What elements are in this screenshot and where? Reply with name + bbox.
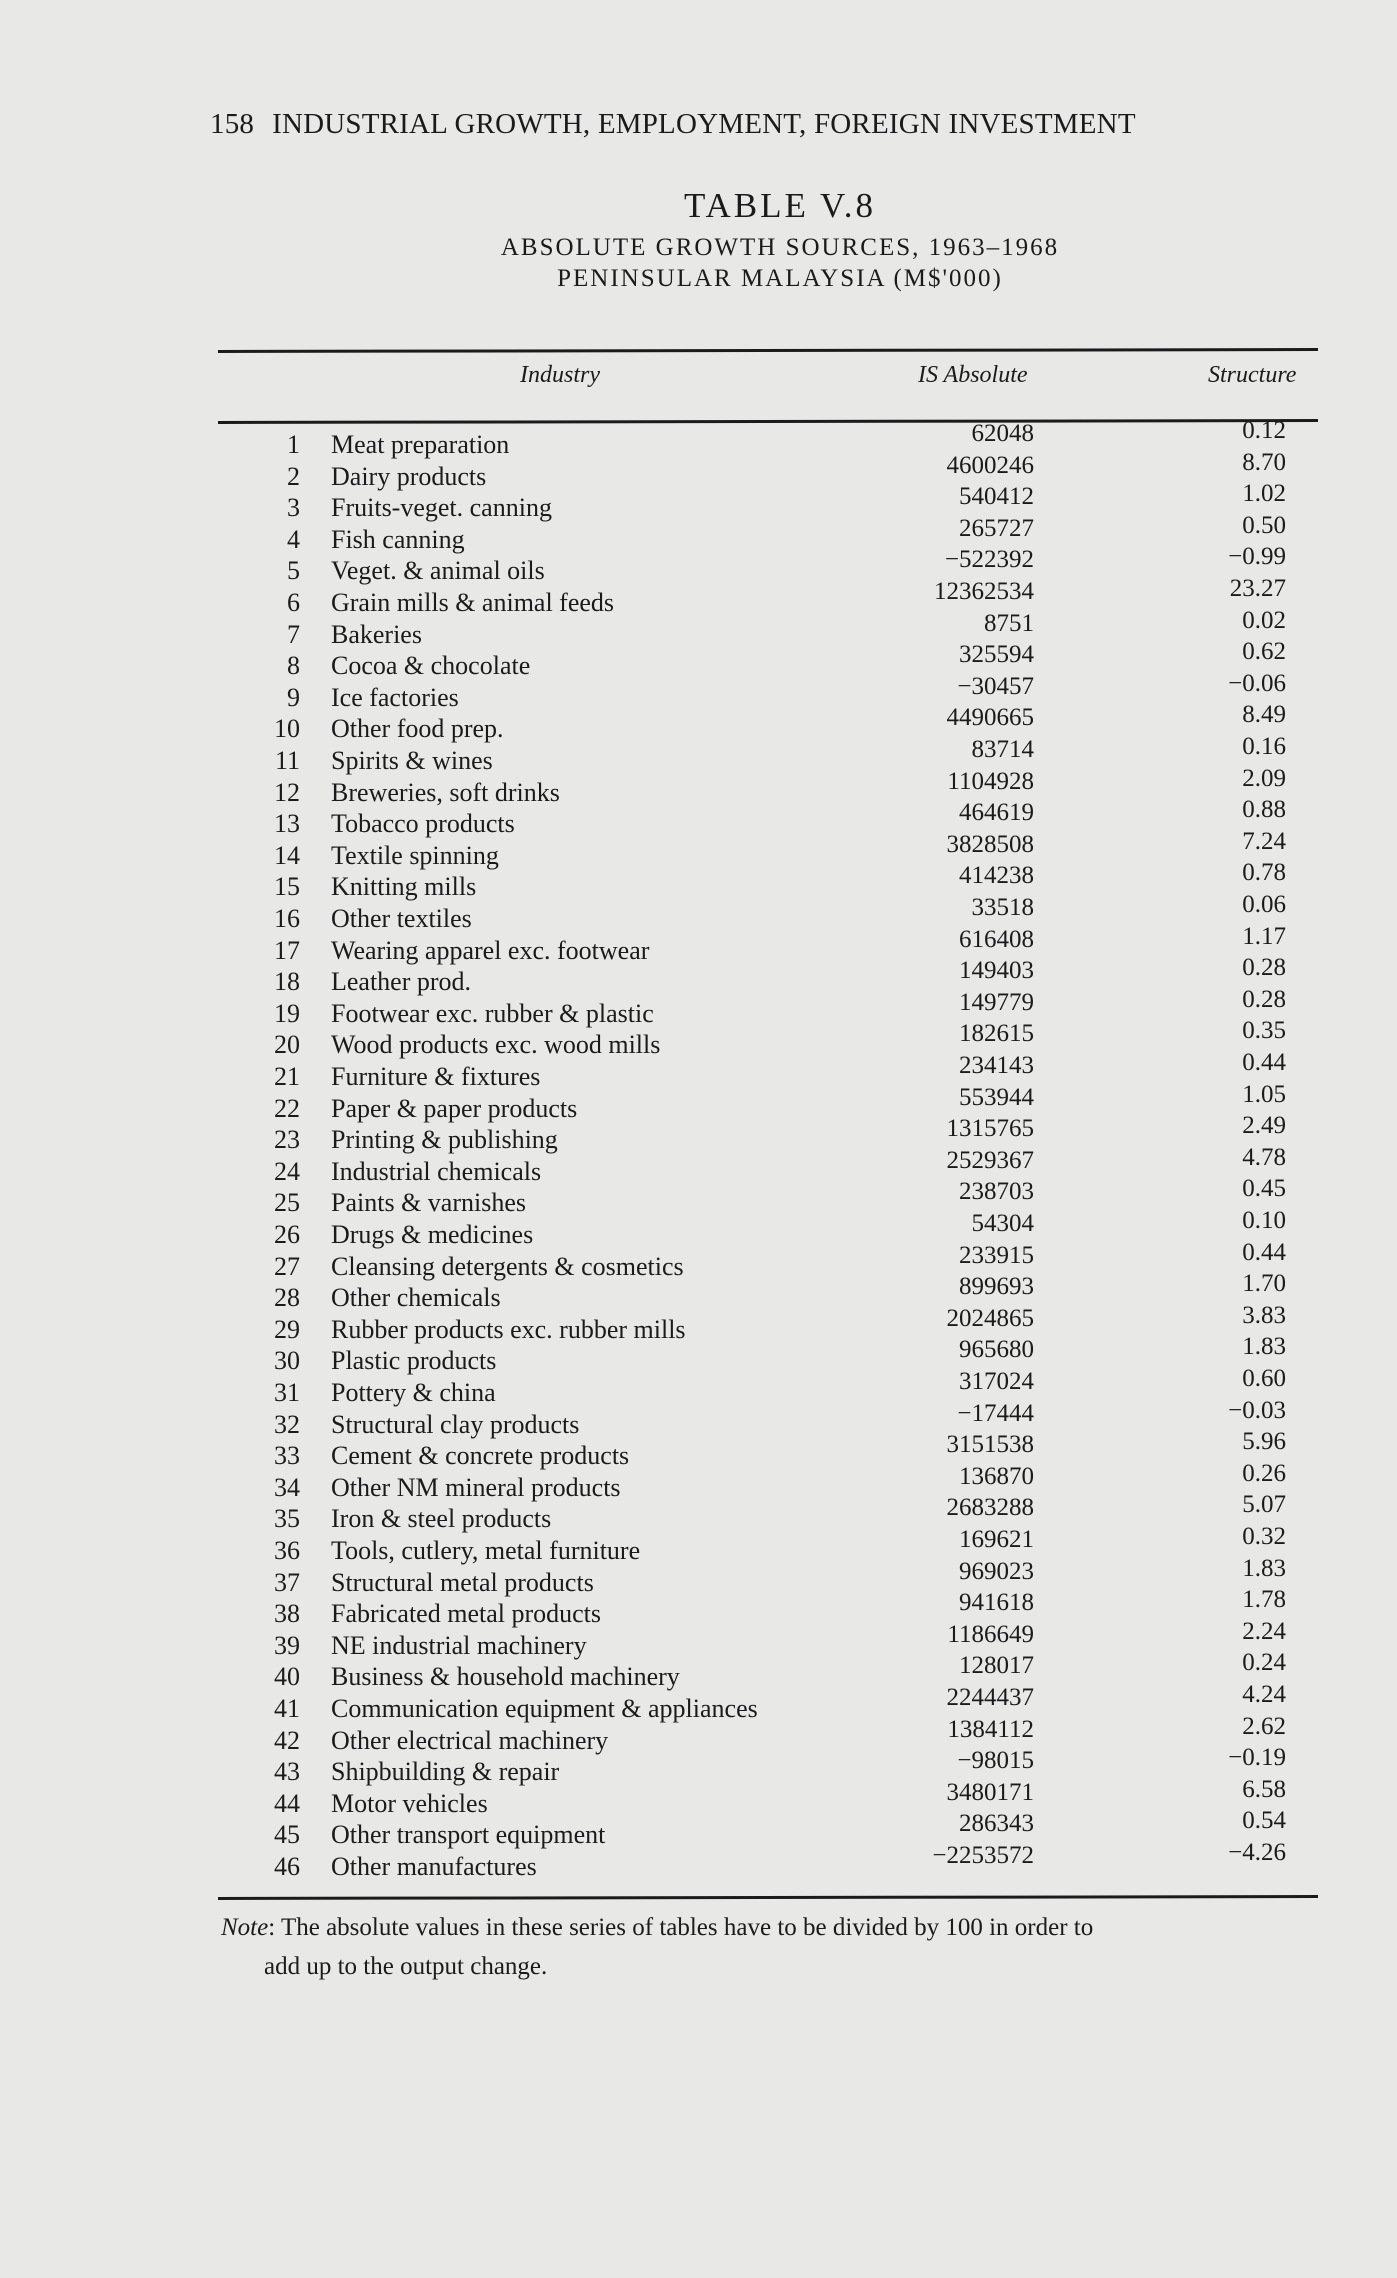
row-number: 32: [274, 1409, 300, 1439]
is-absolute-value: 4600246: [946, 451, 1034, 479]
table-row: [0, 575, 1397, 620]
table-row: [0, 1554, 1397, 1600]
table-row: [0, 1238, 1397, 1284]
row-number: 22: [274, 1093, 300, 1123]
structure-value: 2.49: [1242, 1112, 1286, 1140]
row-number: 36: [274, 1536, 300, 1565]
table-subtitle: ABSOLUTE GROWTH SOURCES, 1963–1968: [500, 234, 1060, 261]
row-number: 42: [274, 1725, 300, 1755]
is-absolute-value: −17444: [957, 1399, 1034, 1427]
structure-value: −0.06: [1228, 669, 1286, 697]
industry-name: Tobacco products: [331, 809, 515, 839]
table-row: [0, 480, 1397, 525]
industry-name: Footwear exc. rubber & plastic: [331, 998, 654, 1028]
row-number: 45: [274, 1820, 300, 1850]
structure-value: 0.26: [1242, 1459, 1286, 1487]
industry-name: Printing & publishing: [331, 1125, 558, 1155]
is-absolute-value: 62048: [971, 420, 1034, 447]
industry-name: Industrial chemicals: [331, 1156, 542, 1186]
structure-value: 1.02: [1242, 480, 1286, 508]
structure-value: 0.28: [1242, 954, 1286, 982]
industry-name: Shipbuilding & repair: [331, 1757, 560, 1787]
note-label: Note: [221, 1914, 269, 1941]
industry-name: Structural clay products: [331, 1409, 580, 1439]
row-number: 44: [274, 1788, 300, 1818]
structure-value: 0.78: [1242, 859, 1286, 887]
table-row: [0, 1428, 1397, 1473]
industry-name: Cement & concrete products: [331, 1441, 630, 1471]
table-row: [0, 1175, 1397, 1220]
table-row: [0, 669, 1397, 715]
structure-value: 1.05: [1242, 1080, 1286, 1108]
table-row: [0, 954, 1397, 999]
industry-name: Spirits & wines: [331, 746, 493, 775]
industry-name: Paper & paper products: [331, 1093, 578, 1123]
row-number: 4: [287, 524, 300, 554]
industry-name: Plastic products: [331, 1346, 497, 1376]
industry-name: Other chemicals: [331, 1283, 501, 1313]
row-number: 31: [274, 1378, 300, 1407]
is-absolute-value: 234143: [959, 1052, 1034, 1079]
structure-value: 0.60: [1242, 1365, 1286, 1392]
row-number: 8: [287, 651, 300, 681]
is-absolute-value: 149779: [959, 988, 1034, 1016]
table-row: [0, 827, 1397, 873]
industry-name: Cleansing detergents & cosmetics: [331, 1251, 684, 1281]
table-row: [0, 511, 1397, 557]
structure-value: 4.24: [1242, 1681, 1286, 1708]
structure-value: 8.70: [1242, 448, 1286, 476]
row-number: 43: [274, 1757, 300, 1787]
is-absolute-value: 965680: [959, 1336, 1034, 1364]
is-absolute-value: 3151538: [946, 1431, 1034, 1459]
table-row: [0, 638, 1397, 683]
structure-value: 0.16: [1242, 733, 1286, 760]
industry-name: Other NM mineral products: [331, 1472, 621, 1502]
is-absolute-value: 286343: [959, 1810, 1034, 1838]
is-absolute-value: 899693: [959, 1273, 1034, 1301]
table-row: [0, 543, 1397, 588]
is-absolute-value: 1315765: [946, 1115, 1034, 1143]
structure-value: 23.27: [1229, 575, 1286, 602]
is-absolute-value: 969023: [959, 1557, 1034, 1585]
table-row: [0, 1396, 1397, 1442]
table-title: TABLE V.8: [683, 186, 877, 225]
table-row: [0, 985, 1397, 1031]
industry-name: Knitting mills: [331, 872, 477, 902]
structure-value: 6.58: [1242, 1775, 1286, 1803]
table-row: [0, 1807, 1397, 1852]
industry-name: Wearing apparel exc. footwear: [331, 935, 650, 965]
table-note: [221, 1914, 1093, 1942]
is-absolute-value: 540412: [959, 483, 1034, 511]
table-row: [0, 1491, 1397, 1536]
row-number: 3: [287, 493, 300, 523]
row-number: 23: [274, 1125, 300, 1155]
is-absolute-value: 1384112: [947, 1715, 1034, 1743]
is-absolute-value: 8751: [984, 609, 1034, 637]
structure-value: 1.78: [1242, 1586, 1286, 1614]
running-head: [210, 108, 1136, 141]
is-absolute-value: 4490665: [946, 704, 1034, 732]
is-absolute-value: 182615: [959, 1020, 1034, 1048]
table-row: [0, 1649, 1397, 1694]
is-absolute-value: 2529367: [946, 1146, 1034, 1174]
row-number: 1: [287, 430, 300, 459]
table-row: [0, 859, 1397, 904]
table-row: [0, 733, 1397, 778]
table-row: [0, 796, 1397, 841]
row-number: 25: [274, 1188, 300, 1218]
row-number: 37: [274, 1567, 300, 1597]
row-number: 29: [274, 1314, 300, 1344]
row-number: 35: [274, 1504, 300, 1534]
table-row: [0, 1681, 1397, 1726]
table-row: [0, 1207, 1397, 1252]
note-text-line-2: add up to the output change.: [264, 1953, 548, 1980]
structure-value: 0.45: [1242, 1175, 1286, 1203]
industry-name: Grain mills & animal feeds: [331, 588, 615, 617]
row-number: 2: [287, 461, 300, 491]
structure-value: 0.10: [1242, 1207, 1286, 1234]
running-head-title: INDUSTRIAL GROWTH, EMPLOYMENT, FOREIGN INVESTMENT: [272, 108, 1136, 140]
is-absolute-value: −30457: [957, 672, 1034, 700]
structure-value: 0.54: [1242, 1807, 1286, 1835]
table-row: [0, 417, 1397, 462]
column-header-is-absolute: IS Absolute: [918, 362, 1028, 388]
industry-name: Other food prep.: [331, 714, 504, 744]
structure-value: 2.24: [1242, 1617, 1286, 1645]
is-absolute-value: 33518: [971, 894, 1034, 921]
table-row: [0, 1080, 1397, 1126]
is-absolute-value: −522392: [944, 546, 1034, 574]
industry-name: Other manufactures: [331, 1852, 537, 1881]
column-header-structure: Structure: [1208, 362, 1297, 388]
structure-value: 0.24: [1242, 1649, 1286, 1677]
structure-value: −0.19: [1228, 1744, 1286, 1772]
is-absolute-value: 149403: [959, 957, 1034, 985]
row-number: 5: [287, 556, 300, 586]
table-row: [0, 1459, 1397, 1505]
table-row: [0, 701, 1397, 746]
table-row: [0, 606, 1397, 652]
is-absolute-value: 317024: [959, 1368, 1034, 1395]
row-number: 7: [287, 619, 300, 649]
structure-value: 7.24: [1242, 827, 1286, 855]
table-row: [0, 1143, 1397, 1189]
row-number: 13: [274, 809, 300, 839]
structure-value: 0.44: [1242, 1238, 1286, 1266]
industry-name: Bakeries: [331, 619, 422, 649]
industry-name: Ice factories: [331, 682, 459, 712]
structure-value: 1.70: [1242, 1270, 1286, 1298]
structure-value: 0.88: [1242, 796, 1286, 824]
structure-value: 0.44: [1242, 1049, 1286, 1076]
industry-name: Other transport equipment: [331, 1820, 606, 1850]
structure-value: 4.78: [1242, 1143, 1286, 1171]
structure-value: 0.32: [1242, 1523, 1286, 1550]
is-absolute-value: −2253572: [932, 1842, 1034, 1869]
table-header-rule: [218, 419, 1318, 424]
row-number: 6: [287, 588, 300, 617]
industry-name: Communication equipment & appliances: [331, 1694, 758, 1723]
row-number: 41: [274, 1694, 300, 1723]
page-number: 158: [210, 108, 255, 140]
row-number: 39: [274, 1630, 300, 1660]
row-number: 19: [274, 998, 300, 1028]
industry-name: Pottery & china: [331, 1378, 496, 1407]
note-text-line-1: : The absolute values in these series of tables have to be divided by 100 in order to: [268, 1914, 1094, 1941]
is-absolute-value: 265727: [959, 514, 1034, 542]
table-subtitle-region: PENINSULAR MALAYSIA (M$'000): [557, 265, 1003, 292]
table-row: [0, 1333, 1397, 1378]
structure-value: 2.62: [1242, 1712, 1286, 1740]
row-number: 9: [287, 682, 300, 712]
is-absolute-value: 54304: [971, 1210, 1034, 1237]
is-absolute-value: 12362534: [934, 578, 1034, 605]
column-header-industry: Industry: [520, 362, 600, 388]
is-absolute-value: 414238: [959, 862, 1034, 890]
industry-name: Business & household machinery: [331, 1662, 680, 1692]
structure-value: 0.06: [1242, 891, 1286, 918]
table-row: [0, 1112, 1397, 1157]
structure-value: −0.99: [1228, 543, 1286, 571]
industry-name: Leather prod.: [331, 967, 472, 997]
row-number: 15: [274, 872, 300, 902]
table-row: [0, 448, 1397, 494]
industry-name: Dairy products: [331, 461, 487, 491]
table-row: [0, 1839, 1397, 1884]
industry-name: Veget. & animal oils: [331, 556, 545, 586]
industry-name: Paints & varnishes: [331, 1188, 526, 1218]
industry-name: NE industrial machinery: [331, 1630, 587, 1660]
table-row: [0, 1301, 1397, 1347]
is-absolute-value: 2024865: [946, 1304, 1034, 1332]
is-absolute-value: 553944: [959, 1083, 1034, 1111]
structure-value: 0.35: [1242, 1017, 1286, 1045]
table-row: [0, 764, 1397, 810]
is-absolute-value: 83714: [971, 736, 1034, 763]
table-row: [0, 1523, 1397, 1568]
structure-value: 1.83: [1242, 1333, 1286, 1361]
row-number: 26: [274, 1220, 300, 1249]
table-row: [0, 1270, 1397, 1315]
table-row: [0, 1017, 1397, 1062]
table-row: [0, 1744, 1397, 1789]
row-number: 40: [274, 1662, 300, 1692]
is-absolute-value: 1186649: [947, 1620, 1034, 1648]
structure-value: 0.50: [1242, 511, 1286, 539]
is-absolute-value: 3828508: [946, 830, 1034, 858]
structure-value: 3.83: [1242, 1301, 1286, 1329]
industry-name: Textile spinning: [331, 840, 499, 870]
structure-value: 0.02: [1242, 606, 1286, 634]
is-absolute-value: 2244437: [946, 1684, 1034, 1711]
is-absolute-value: 128017: [959, 1652, 1034, 1680]
structure-value: −0.03: [1228, 1396, 1286, 1424]
is-absolute-value: 941618: [959, 1589, 1034, 1617]
structure-value: 8.49: [1242, 701, 1286, 729]
table-top-rule: [218, 348, 1318, 353]
industry-name: Tools, cutlery, metal furniture: [331, 1536, 641, 1565]
industry-name: Rubber products exc. rubber mills: [331, 1314, 686, 1344]
row-number: 12: [274, 777, 300, 807]
is-absolute-value: 1104928: [947, 767, 1034, 795]
is-absolute-value: 325594: [959, 641, 1034, 669]
structure-value: 1.17: [1242, 922, 1286, 950]
row-number: 21: [274, 1062, 300, 1091]
structure-value: 5.07: [1242, 1491, 1286, 1519]
structure-value: 0.12: [1242, 417, 1286, 444]
table-row: [0, 1775, 1397, 1821]
industry-name: Motor vehicles: [331, 1788, 488, 1818]
industry-name: Breweries, soft drinks: [331, 777, 560, 807]
structure-value: −4.26: [1228, 1839, 1286, 1866]
row-number: 14: [274, 840, 300, 870]
industry-name: Drugs & medicines: [331, 1220, 534, 1249]
industry-name: Furniture & fixtures: [331, 1062, 541, 1091]
industry-name: Other electrical machinery: [331, 1725, 609, 1755]
industry-name: Other textiles: [331, 904, 472, 933]
table-row: [0, 1049, 1397, 1094]
industry-name: Cocoa & chocolate: [331, 651, 531, 681]
is-absolute-value: 616408: [959, 925, 1034, 953]
table-row: [0, 1712, 1397, 1758]
is-absolute-value: 233915: [959, 1241, 1034, 1269]
structure-value: 0.62: [1242, 638, 1286, 666]
row-number: 27: [274, 1251, 300, 1281]
industry-name: Fabricated metal products: [331, 1599, 602, 1629]
table-row: [0, 922, 1397, 968]
industry-name: Meat preparation: [331, 430, 510, 459]
is-absolute-value: −98015: [957, 1747, 1034, 1775]
row-number: 20: [274, 1030, 300, 1060]
row-number: 46: [274, 1852, 300, 1881]
industry-name: Fish canning: [331, 524, 465, 554]
is-absolute-value: 238703: [959, 1178, 1034, 1206]
row-number: 17: [274, 935, 300, 965]
row-number: 24: [274, 1156, 300, 1186]
is-absolute-value: 464619: [959, 799, 1034, 827]
row-number: 30: [274, 1346, 300, 1376]
is-absolute-value: 169621: [959, 1526, 1034, 1553]
industry-name: Wood products exc. wood mills: [331, 1030, 661, 1060]
table-bottom-rule: [218, 1895, 1318, 1900]
structure-value: 5.96: [1242, 1428, 1286, 1456]
is-absolute-value: 136870: [959, 1462, 1034, 1490]
row-number: 18: [274, 967, 300, 997]
row-number: 11: [274, 746, 300, 775]
table-row: [0, 1365, 1397, 1410]
industry-name: Structural metal products: [331, 1567, 594, 1597]
is-absolute-value: 2683288: [946, 1494, 1034, 1522]
row-number: 16: [274, 904, 300, 933]
row-number: 10: [274, 714, 300, 744]
structure-value: 1.83: [1242, 1554, 1286, 1582]
structure-value: 0.28: [1242, 985, 1286, 1013]
row-number: 38: [274, 1599, 300, 1629]
industry-name: Fruits-veget. canning: [331, 493, 552, 523]
row-number: 33: [274, 1441, 300, 1471]
table-row: [0, 891, 1397, 936]
structure-value: 2.09: [1242, 764, 1286, 792]
table-row: [0, 1586, 1397, 1631]
is-absolute-value: 3480171: [946, 1778, 1034, 1806]
row-number: 34: [274, 1472, 300, 1502]
row-number: 28: [274, 1283, 300, 1313]
industry-name: Iron & steel products: [331, 1504, 552, 1534]
table-row: [0, 1617, 1397, 1663]
